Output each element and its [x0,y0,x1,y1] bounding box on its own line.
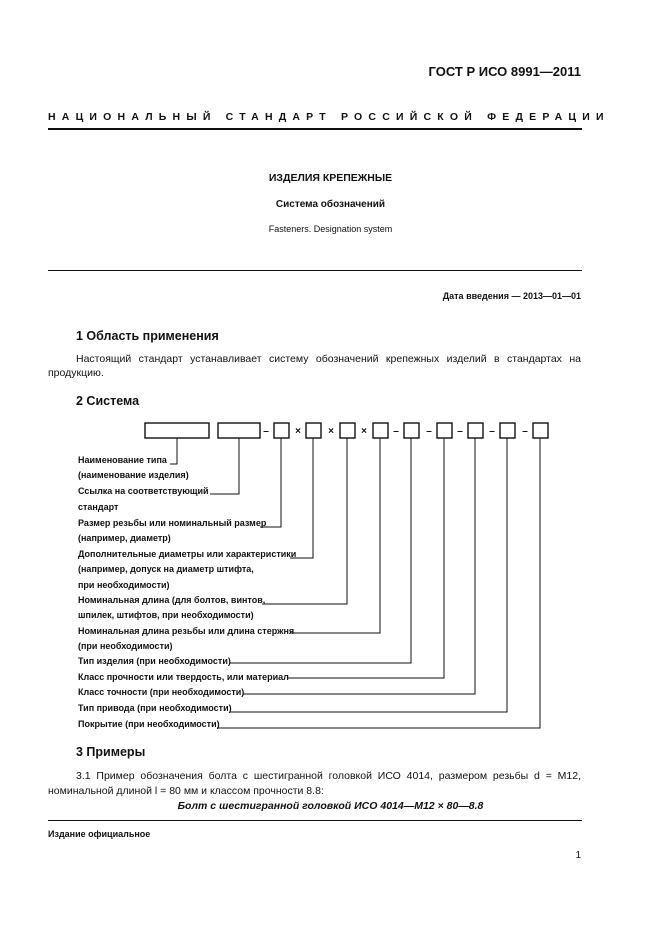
separator-3: × [328,426,334,437]
scheme-label: шпилек, штифтов, при необходимости) [78,610,254,620]
scheme-label: Дополнительные диаметры или характеристики [78,549,297,559]
section-1-text-line2: продукцию. [48,367,104,379]
scheme-label: Тип привода (при необходимости) [78,703,232,713]
scheme-label: Класс точности (при необходимости) [78,687,245,697]
scheme-label: Размер резьбы или номинальный размер [78,518,267,528]
separator-5: – [393,426,399,437]
section-1-text-line1: Настоящий стандарт устанавливает систему обозначений крепежных изделий в стандартах на [76,353,581,365]
document-title: ИЗДЕЛИЯ КРЕПЕЖНЫЕ [268,172,393,184]
scheme-box-thread-length [373,423,388,438]
scheme-label: при необходимости) [78,580,170,590]
section-1-heading: 1 Область применения [76,329,219,343]
scheme-box-extra-diameter [306,423,321,438]
edition-note: Издание официальное [48,829,151,839]
scheme-label: стандарт [78,502,119,512]
scheme-label: (при необходимости) [78,641,173,651]
scheme-label: Ссылка на соответствующий [78,486,209,496]
scheme-label: Номинальная длина (для болтов, винтов, [78,595,266,605]
scheme-label: (например, диаметр) [78,533,171,543]
scheme-label: Класс прочности или твердость, или материал [78,672,289,682]
scheme-box-tolerance [468,423,483,438]
document-code: ГОСТ Р ИСО 8991—2011 [428,64,581,79]
scheme-box-coating [533,423,548,438]
section-3-text-line1: 3.1 Пример обозначения болта с шестигранной головкой ИСО 4014, размером резьбы d = M12, [76,770,581,782]
footer-rule [48,820,582,821]
separator-7: – [457,426,463,437]
scheme-label: Наименование типа [78,455,167,465]
introduction-date: Дата введения — 2013—01—01 [442,291,581,301]
scheme-box-standard [218,423,260,438]
section-3-text-line2: номинальной длиной l = 80 мм и классом прочности 8.8: [48,785,324,797]
separator-1: – [263,426,269,437]
scheme-box-strength-class [437,423,452,438]
document-subtitle: Система обозначений [275,199,386,210]
separator-9: – [522,426,528,437]
separator-2: × [295,426,301,437]
designation-example: Болт с шестигранной головкой ИСО 4014—M12 × 80—8.8 [177,800,484,812]
scheme-label: (наименование изделия) [78,470,189,480]
scheme-label: Покрытие (при необходимости) [78,719,220,729]
scheme-box-type [145,423,209,438]
scheme-box-drive [500,423,515,438]
section-2-heading: 2 Система [76,394,140,408]
scheme-label: (например, допуск на диаметр штифта, [78,564,254,574]
scheme-label: Номинальная длина резьбы или длина стержня [78,626,295,636]
scheme-label: Тип изделия (при необходимости) [78,656,231,666]
standard-banner: НАЦИОНАЛЬНЫЙ СТАНДАРТ РОССИЙСКОЙ ФЕДЕРАЦИИ [48,111,610,123]
separator-4: × [361,426,367,437]
page-number: 1 [575,850,581,861]
separator-8: – [489,426,495,437]
separator-6: – [426,426,432,437]
english-title: Fasteners. Designation system [268,224,393,234]
scheme-box-product-type [404,423,419,438]
section-3-heading: 3 Примеры [76,745,146,759]
scheme-box-thread [274,423,289,438]
scheme-box-length [340,423,355,438]
